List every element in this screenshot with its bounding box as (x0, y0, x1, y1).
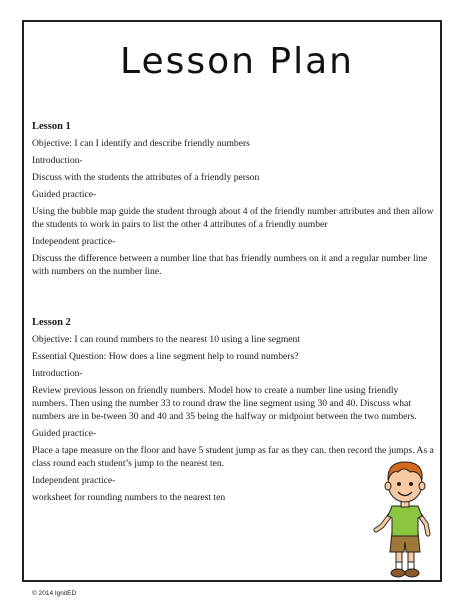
page-title: Lesson Plan (120, 41, 354, 82)
lesson-2-independent-text: worksheet for rounding numbers to the nearest ten (32, 492, 226, 503)
lesson-1-objective: Objective: I can I identify and describe friendly numbers (32, 138, 250, 149)
lesson-2-heading: Lesson 2 (32, 317, 71, 328)
lesson-1-independent-text: Discuss the difference between a number line that has friendly numbers on it and a regular number line with numbers on the number line. (32, 253, 428, 277)
lesson-2-essential-question: Essential Question: How does a line segment help to round numbers? (32, 351, 299, 362)
boy-illustration-icon (368, 448, 440, 582)
lesson-1-guided-label: Guided practice- (32, 189, 97, 200)
lesson-1-intro-label: Introduction- (32, 155, 83, 166)
lesson-2-guided-text: Place a tape measure on the floor and have 5 student jump as far as they can. then record the jumps. As a class round each student’s jump to the nearest ten. (32, 445, 434, 469)
copyright-footer: © 2014 IgnitED (32, 590, 77, 597)
lesson-1-heading: Lesson 1 (32, 121, 71, 132)
lesson-1-intro-text: Discuss with the students the attributes of a friendly person (32, 172, 260, 183)
lesson-2-intro-text: Review previous lesson on friendly numbers. Model how to create a number line using friendly numbers. Then using the number 33 to round draw the line segment using 30 and 40. Discuss what numbers are in be-tween 30 and 40 and 35 being the halfway or midpoint between the two numbers. (32, 385, 417, 422)
lesson-2-objective: Objective: I can round numbers to the nearest 10 using a line segment (32, 334, 301, 345)
lesson-1-independent-label: Independent practice- (32, 236, 116, 247)
lesson-2-intro-label: Introduction- (32, 368, 83, 379)
lesson-2-independent-label: Independent practice- (32, 475, 116, 486)
lesson-2-guided-label: Guided practice- (32, 428, 97, 439)
lesson-1-section (32, 120, 436, 278)
lesson-1-guided-text: Using the bubble map guide the student through about 4 of the friendly number attributes and then allow the students to work in pairs to list the other 4 attributes of a friendly number (32, 206, 434, 230)
